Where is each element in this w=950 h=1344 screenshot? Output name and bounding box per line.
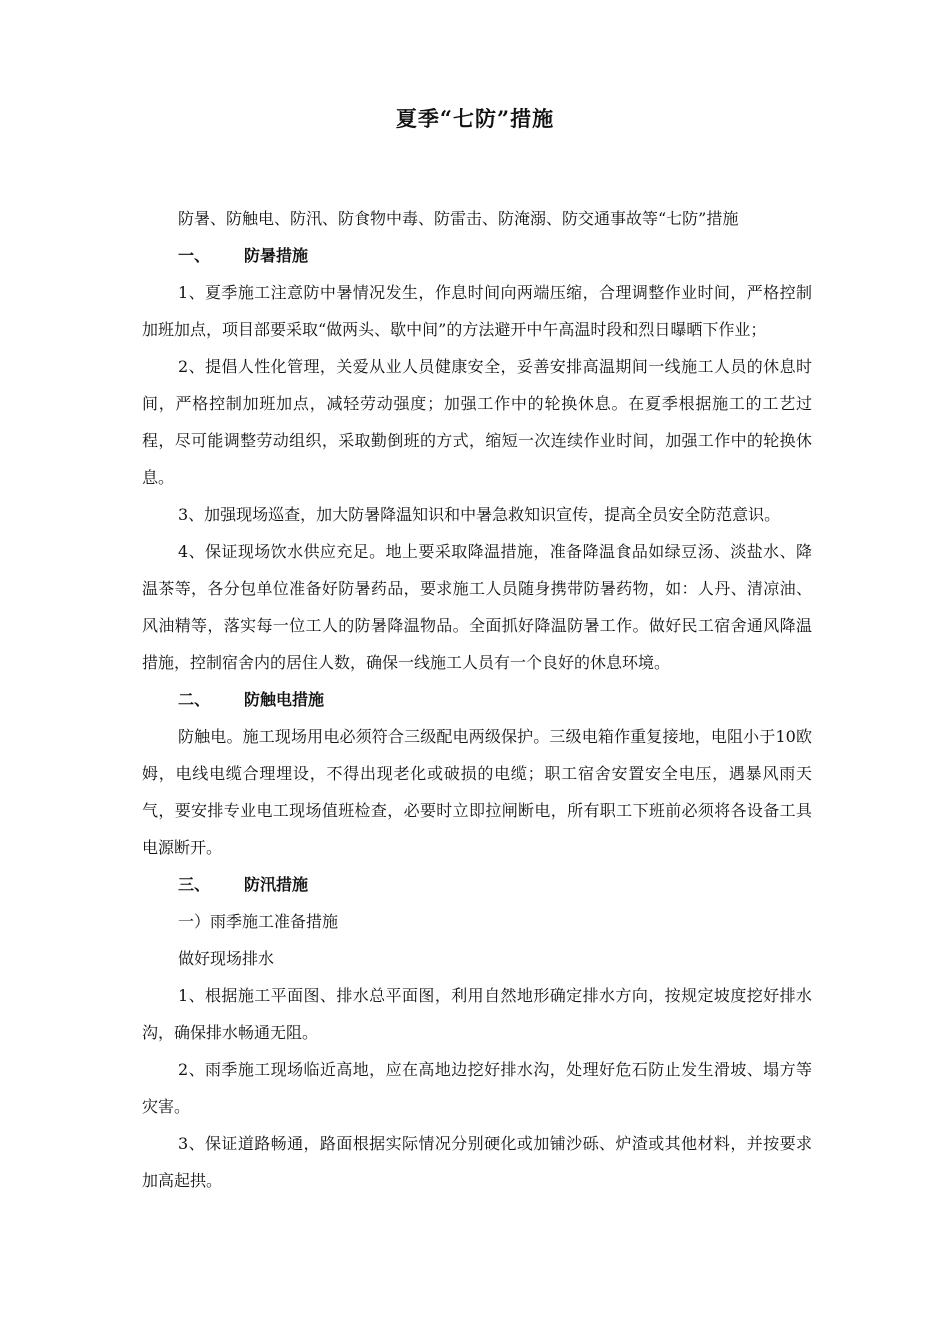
- section-number: 一、: [178, 246, 211, 265]
- paragraph: 3、保证道路畅通，路面根据实际情况分别硬化或加铺沙砾、炉渣或其他材料，并按要求加高起拱。: [142, 1134, 812, 1190]
- section-number: 二、: [178, 690, 211, 709]
- intro-paragraph: 防暑、防触电、防汛、防食物中毒、防雷击、防淹溺、防交通事故等“七防”措施: [178, 209, 739, 228]
- paragraph: 1、夏季施工注意防中暑情况发生，作息时间向两端压缩，合理调整作业时间，严格控制加班加点，项目部要采取“做两头、歇中间”的方法避开中午高温时段和烈日曝晒下作业；: [142, 283, 812, 339]
- section-heading-electric-shock: [142, 681, 812, 718]
- document-title: 夏季“七防”措施: [395, 106, 555, 131]
- section-title: 防触电措施: [244, 690, 325, 709]
- section-title: 防暑措施: [244, 246, 309, 265]
- paragraph: 4、保证现场饮水供应充足。地上要采取降温措施，准备降温食品如绿豆汤、淡盐水、降温茶等，各分包单位准备好防暑药品，要求施工人员随身携带防暑药物，如：人丹、清凉油、风油精等，落实每一位工人的防暑降温物品。全面抓好降温防暑工作。做好民工宿舍通风降温措施，控制宿舍内的居住人数，确保一线施工人员有一个良好的休息环境。: [142, 542, 812, 672]
- section-number: 三、: [178, 875, 211, 894]
- section-heading-heatstroke: [142, 237, 812, 274]
- subsection-heading: 做好现场排水: [178, 949, 275, 968]
- paragraph: 1、根据施工平面图、排水总平面图，利用自然地形确定排水方向，按规定坡度挖好排水沟，确保排水畅通无阻。: [142, 986, 812, 1042]
- document-body: [142, 200, 812, 1199]
- section-title: 防汛措施: [244, 875, 309, 894]
- section-heading-flood: [142, 866, 812, 903]
- paragraph: 2、提倡人性化管理，关爱从业人员健康安全，妥善安排高温期间一线施工人员的休息时间，严格控制加班加点，减轻劳动强度；加强工作中的轮换休息。在夏季根据施工的工艺过程，尽可能调整劳动组织，采取勤倒班的方式，缩短一次连续作业时间，加强工作中的轮换休息。: [142, 357, 812, 487]
- paragraph: 防触电。施工现场用电必须符合三级配电两级保护。三级电箱作重复接地，电阻小于10欧姆，电线电缆合理埋设，不得出现老化或破损的电缆；职工宿舍安置安全电压，遇暴风雨天气，要安排专业电工现场值班检查，必要时立即拉闸断电，所有职工下班前必须将各设备工具电源断开。: [142, 727, 812, 857]
- paragraph: 2、雨季施工现场临近高地，应在高地边挖好排水沟，处理好危石防止发生滑坡、塌方等灾害。: [142, 1060, 812, 1116]
- subsection-heading: 一）雨季施工准备措施: [178, 912, 339, 931]
- paragraph: 3、加强现场巡查，加大防暑降温知识和中暑急救知识宣传，提高全员安全防范意识。: [178, 505, 781, 524]
